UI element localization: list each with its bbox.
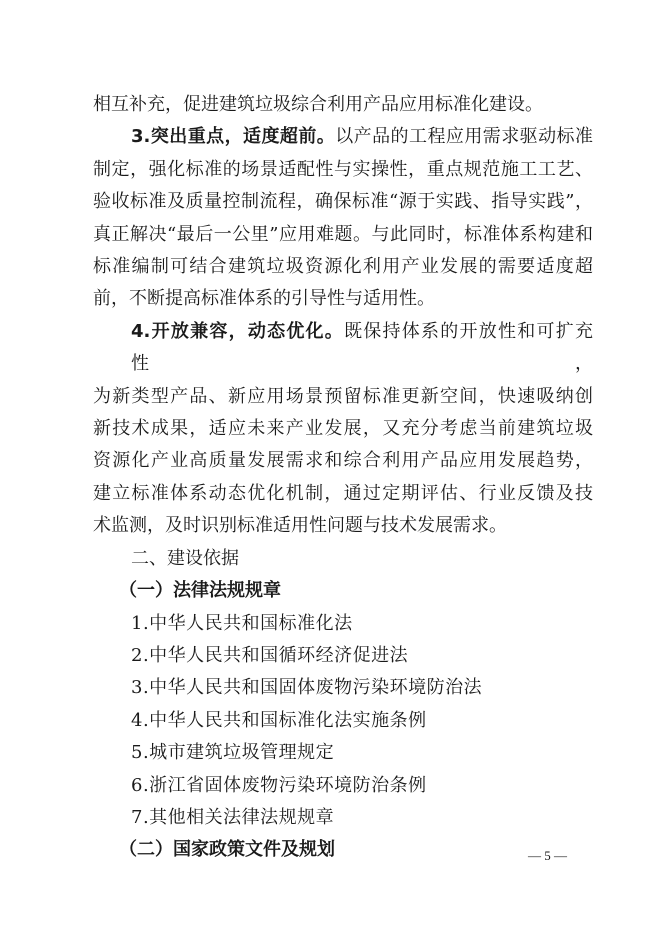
paragraph-line: 验收标准及质量控制流程，确保标准“源于实践、指导实践”， bbox=[93, 191, 593, 213]
paragraph-line: 建立标准体系动态优化机制，通过定期评估、行业反馈及技 bbox=[93, 482, 593, 504]
list-item: 4.中华人民共和国标准化法实施条例 bbox=[131, 709, 427, 731]
subsection-heading: （一）法律法规规章 bbox=[119, 580, 281, 602]
list-item: 6.浙江省固体废物污染环境防治条例 bbox=[131, 774, 427, 796]
principle-4-title: 4.开放兼容，动态优化。 bbox=[131, 320, 345, 342]
list-item: 2.中华人民共和国循环经济促进法 bbox=[131, 644, 409, 666]
principle-3-text: 以产品的工程应用需求驱动标准 bbox=[335, 126, 593, 148]
paragraph-line: 术监测，及时识别标准适用性问题与技术发展需求。 bbox=[93, 515, 507, 537]
list-item: 5.城市建筑垃圾管理规定 bbox=[131, 742, 335, 764]
document-body bbox=[93, 89, 593, 867]
paragraph-line bbox=[93, 316, 593, 381]
principle-4-text: 既保持体系的开放性和可扩充性， bbox=[131, 320, 593, 375]
list-item: 1.中华人民共和国标准化法 bbox=[131, 612, 353, 634]
paragraph-line: 资源化产业高质量发展需求和综合利用产品应用发展趋势， bbox=[93, 450, 593, 472]
paragraph-line: 新技术成果，适应未来产业发展，又充分考虑当前建筑垃圾 bbox=[93, 418, 593, 440]
paragraph-line: 前，不断提高标准体系的引导性与适用性。 bbox=[93, 288, 435, 310]
subsection-heading: （二）国家政策文件及规划 bbox=[119, 839, 335, 861]
paragraph-line bbox=[93, 121, 593, 153]
principle-3-title: 3.突出重点，适度超前。 bbox=[131, 126, 336, 148]
section-heading: 二、建设依据 bbox=[131, 547, 239, 569]
paragraph-line: 制定，强化标准的场景适配性与实操性，重点规范施工工艺、 bbox=[93, 158, 593, 180]
paragraph-line: 为新类型产品、新应用场景预留标准更新空间，快速吸纳创 bbox=[93, 385, 593, 407]
list-item: 7.其他相关法律法规规章 bbox=[131, 806, 335, 828]
paragraph-line: 真正解决“最后一公里”应用难题。与此同时，标准体系构建和 bbox=[93, 223, 593, 245]
page-number: — 5 — bbox=[528, 848, 567, 863]
paragraph-line: 相互补充，促进建筑垃圾综合利用产品应用标准化建设。 bbox=[93, 94, 543, 115]
paragraph-line: 标准编制可结合建筑垃圾资源化利用产业发展的需要适度超 bbox=[93, 256, 593, 278]
list-item: 3.中华人民共和国固体废物污染环境防治法 bbox=[131, 677, 483, 699]
